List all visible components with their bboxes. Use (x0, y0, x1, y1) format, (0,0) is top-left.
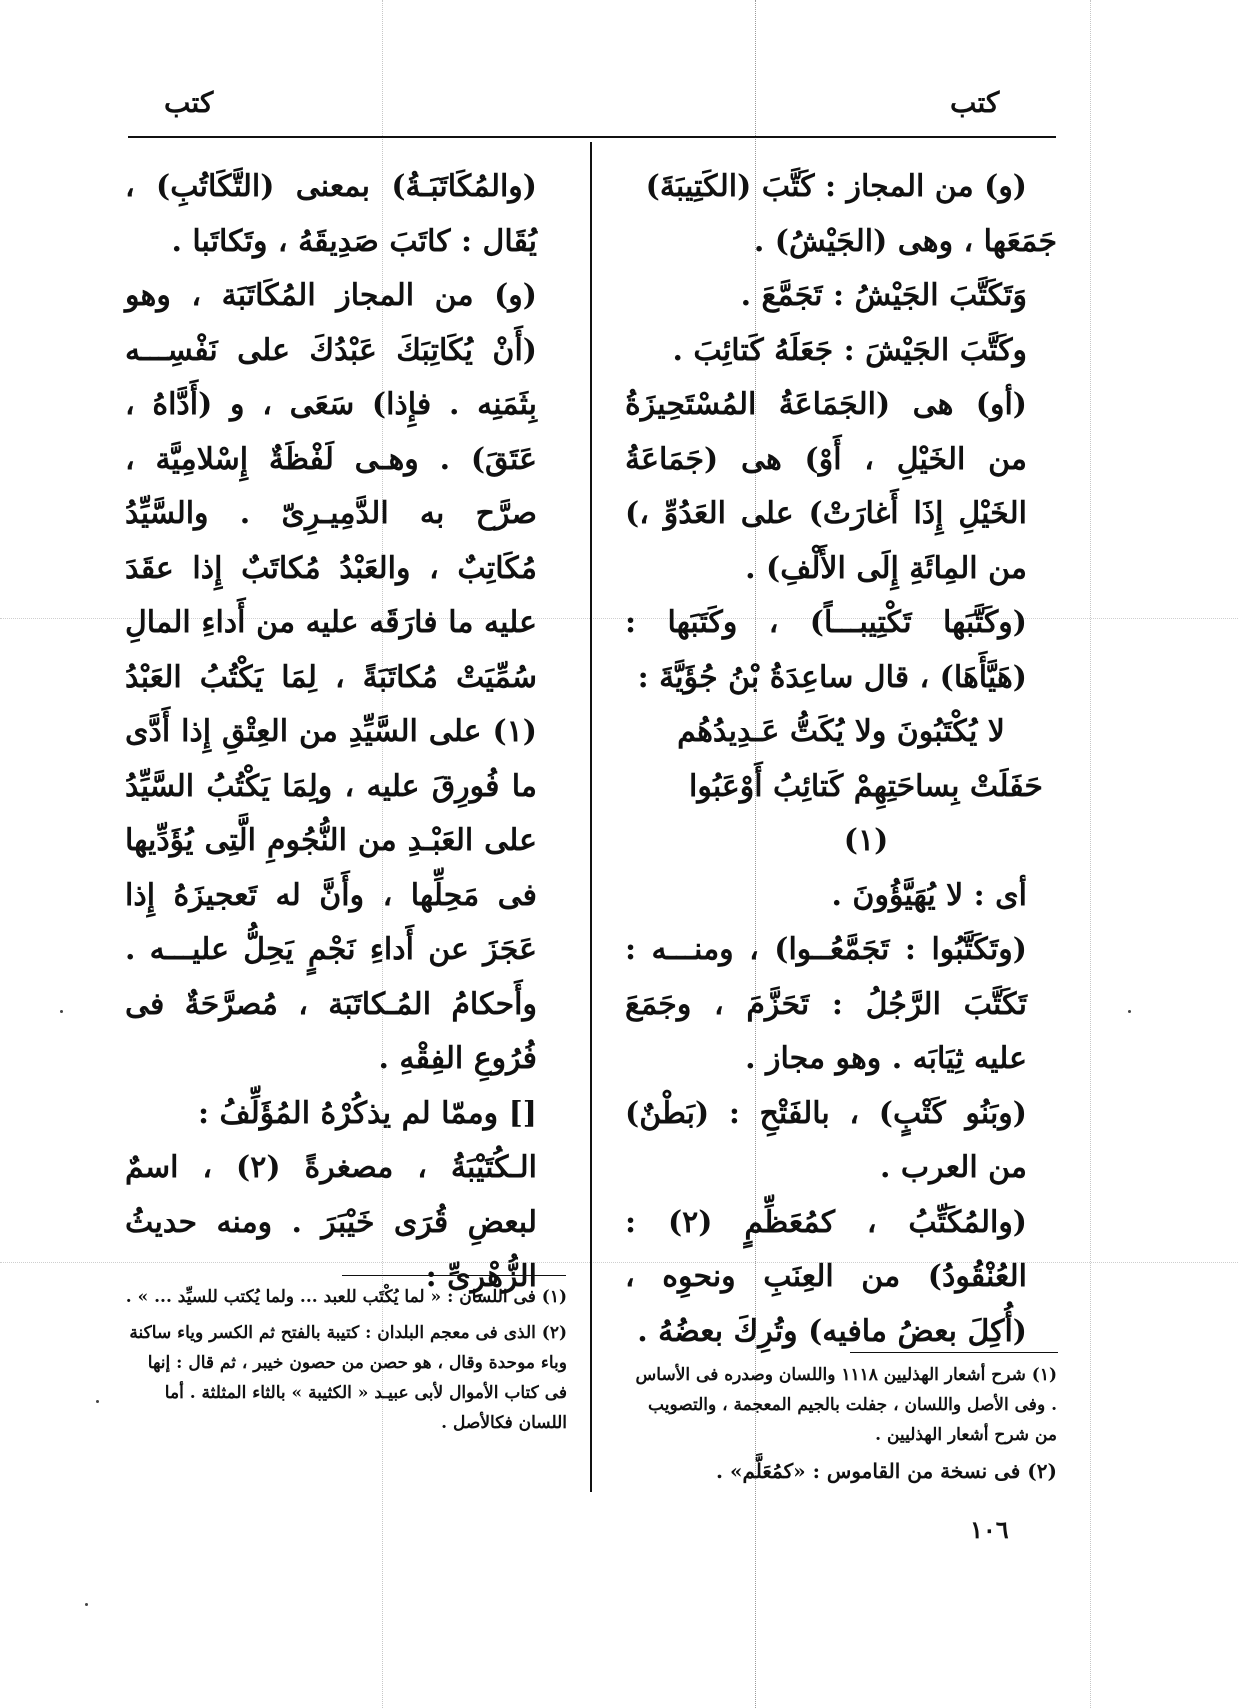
right-footnotes (625, 1360, 1057, 1492)
running-header-left: كتب (164, 86, 214, 119)
scan-speck (85, 1603, 88, 1606)
header-rule (128, 136, 1056, 138)
scan-speck (96, 1400, 99, 1403)
scan-fold-line (1090, 0, 1091, 1708)
entry-line: وكَتَّبَ الجَيْشَ : جَعَلَهُ كَتائِبَ . (672, 332, 1027, 368)
footnote: (٢) الذى فى معجم البلدان : كتيبة بالفتح ثم الكسر وياء ساكنة وباء موحدة وقال ، هو حصن من حصون خيبر ، ثم قال : إنها فى كتاب الأموال لأبى عبيـد « الكثيبة » بالثاء المثلثة . أما اللسان فكالأصل . (129, 1323, 567, 1433)
entry-line: جَمَعَها ، وهى (الجَيْشُ) . (753, 223, 1057, 259)
right-column (625, 160, 1057, 1359)
left-footnotes (125, 1282, 567, 1444)
entry-paragraph: (وكَتَّبَها تَكْتِيبـــاً) ، وكَتَبَها : (هَيَّأَهَا) ، قال ساعِدَةُ بْنُ جُؤَيَّةَ : (625, 605, 1027, 695)
entry-line: (و) من المجاز : كَتَّبَ (الكَتِيبَةَ) (645, 169, 1027, 204)
poem-verse-second: حَفَلَتْ بِساحَتِهِمْ كَتائِبُ أَوْعَبُوا (١) (689, 768, 1043, 858)
footnote-rule (850, 1352, 1058, 1353)
entry-paragraph: (وتَكَتَّبُوا : تَجَمَّعُــوا) ، ومنـــه : تَكَتَّبَ الرَّجُلُ : تَحَزَّمَ ، وجَمَعَ عليه ثِيَابَه . وهو مجاز . (625, 932, 1027, 1076)
entry-line: أى : لا يُهَيَّؤُونَ . (831, 877, 1027, 913)
column-divider (590, 142, 592, 1492)
entry-paragraph: (وبَنُو كَتْبٍ) ، بالفَتْحِ : (بَطْنٌ) من العرب . (625, 1095, 1027, 1185)
footnote: (٢) فى نسخة من القاموس : «كمُعَلَّم» . (716, 1459, 1057, 1483)
entry-paragraph: (و) من المجاز المُكَاتَبَة ، وهو (أَنْ يُكَاتِبَكَ عَبْدُكَ على نَفْسِـــه بِثَمَنِه . فإِذا) سَعَى ، و (أَدَّاهُ ، عَتَقَ) . وهـى لَفْظَةٌ إِسْلامِيَّة ، صرَّح به الدَّمِيـرِىّ . والسَّيِّدُ مُكَاتِبٌ ، والعَبْدُ مُكاتَبٌ إِذا عقَدَ عليه ما فارَقَه عليه من أَداءِ المالِ سُمِّيَتْ مُكاتَبَةً ، لِمَا يَكْتُبُ العَبْدُ (١) على السَّيِّدِ من العِتْقِ إِذا أَدَّى ما فُورِقَ عليه ، ولِمَا يَكْتُبُ السَّيِّدُ على العَبْـدِ من النُّجُومِ الَّتِى يُؤَدِّيها فى مَحِلِّها ، وأَنَّ له تَعجيزَهُ إِذا عَجَزَ عن أَداءِ نَجْمٍ يَحِلُّ عليـــه . وأَحكامُ المُـكاتَبَة ، مُصرَّحَةٌ فى فُرُوعِ الفِقْهِ . (125, 278, 537, 1076)
footnote-rule (342, 1275, 566, 1276)
footnote: (١) شرح أشعار الهذليين ١١١٨ واللسان وصدره فى الأساس . وفى الأصل واللسان ، جفلت بالجيم المعجمة ، والتصويب من شرح أشعار الهذليين . (635, 1365, 1057, 1445)
entry-paragraph: (والمُكَتِّبُ ، كمُعَظِّمٍ (٢) : العُنْقُودُ) من العِنَبِ ونحوِه ، (أُكِلَ بعضُ مافيه) وتُرِكَ بعضُهُ . (625, 1204, 1027, 1349)
page-number: ١٠٦ (970, 1515, 1009, 1544)
entry-line: [] وممّا لم يذكُرْهُ المُؤَلِّفُ : (198, 1095, 537, 1131)
poem-verse-first: لا يُكْتَبُونَ ولا يُكَتُّ عَـدِيدُهُم (677, 714, 1005, 749)
scan-speck (60, 1010, 63, 1013)
running-header-right: كتب (950, 86, 1000, 119)
entry-line: وَتَكَتَّبَ الجَيْشُ : تَجَمَّعَ . (740, 278, 1027, 313)
footnote: (١) فى اللسان : « لما يُكْتَب للعبد ... ولما يُكتب للسيِّد ... » . (125, 1287, 567, 1307)
left-column (125, 160, 567, 1305)
entry-paragraph: الـكُتَيْبَةُ ، مصغرةً (٢) ، اسمٌ لبعضِ قُرَى خَيْبَرَ . ومنه حديثُ الزُّهْرِىِّ : (125, 1150, 537, 1294)
entry-paragraph: (والمُكَاتَبَـةُ) بمعنى (التَّكَاتُبِ) ، يُقَال : كاتَبَ صَدِيقَهُ ، وتَكاتَبا . (125, 169, 537, 259)
entry-paragraph: (أو) هى (الجَمَاعَةُ المُسْتَحِيزَةُ من الخَيْلِ ، أَوْ) هى (جَمَاعَةُ الخَيْلِ إِذَا أَغارَتْ) على العَدُوِّ ،) من المِائَةِ إِلَى الأَلْفِ) . (625, 387, 1027, 586)
scan-speck (1128, 1010, 1131, 1013)
